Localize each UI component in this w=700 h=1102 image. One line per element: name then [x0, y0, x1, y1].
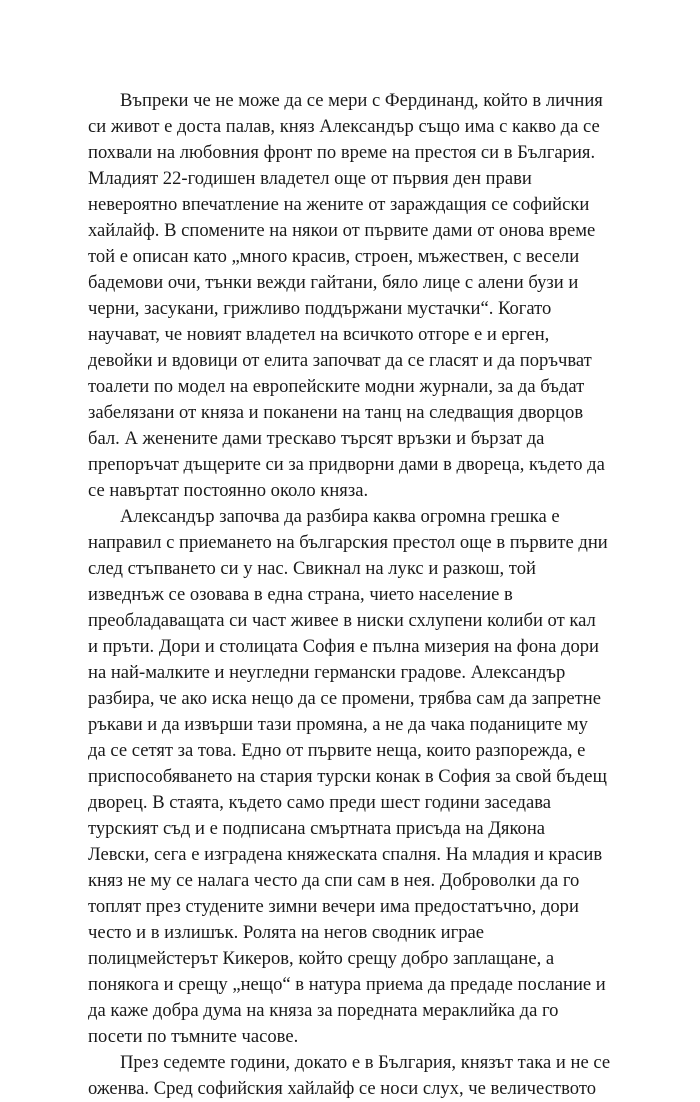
text-line: дворец. В стаята, където само преди шест години заседава: [88, 792, 552, 813]
text-line: понякога и срещу „нещо“ в натура приема да предаде послание и: [88, 974, 606, 995]
text-line: черни, засукани, грижливо поддържани мустачки“. Когато: [88, 298, 552, 319]
text-line: направил с приемането на българския престол още в първите дни: [88, 532, 608, 553]
text-line: посети по тъмните часове.: [88, 1026, 299, 1047]
text-line: оженва. Сред софийския хайлайф се носи слух, че величеството: [88, 1078, 597, 1099]
text-line: често и в излишък. Ролята на негов сводник играе: [88, 922, 485, 943]
text-line: Левски, сега е изградена княжеската спалня. На младия и красив: [88, 844, 603, 865]
text-line: да каже добра дума на княза за поредната мераклийка да го: [88, 1000, 559, 1021]
text-line: топлят през студените зимни вечери има предостатъчно, дори: [88, 896, 579, 917]
text-line: разбира, че ако иска нещо да се промени, трябва сам да запретне: [88, 688, 601, 709]
text-line: Младият 22-годишен владетел още от първия ден прави: [88, 168, 532, 189]
text-line: турският съд и е подписана смъртната присъда на Дякона: [88, 818, 546, 839]
text-line: похвали на любовния фронт по време на престоя си в България.: [88, 142, 596, 163]
text-line: и пръти. Дори и столицата София е пълна мизерия на фона дори: [88, 636, 600, 657]
text-line: си живот е доста палав, княз Александър също има с какво да се: [88, 116, 600, 137]
text-line: на най-малките и неугледни германски градове. Александър: [88, 662, 566, 683]
text-line: бадемови очи, тънки вежди гайтани, бяло лице с алени бузи и: [88, 272, 579, 293]
text-line: се навъртат постоянно около княза.: [88, 480, 369, 501]
paragraph: [88, 1050, 623, 1102]
paragraph: [88, 504, 623, 1050]
text-line: приспособяването на стария турски конак в София за свой бъдещ: [88, 766, 607, 787]
text-line: той е описан като „много красив, строен, мъжествен, с весели: [88, 246, 580, 267]
text-line: Александър започва да разбира каква огромна грешка е: [120, 506, 560, 527]
text-line: През седемте години, докато е в България, князът така и не се: [120, 1052, 611, 1073]
text-line: бал. А женените дами трескаво търсят връзки и бързат да: [88, 428, 545, 449]
text-line: хайлайф. В спомените на някои от първите дами от онова време: [88, 220, 596, 241]
text-line: невероятно впечатление на жените от зараждащия се софийски: [88, 194, 590, 215]
text-line: девойки и вдовици от елита започват да се гласят и да поръчват: [88, 350, 592, 371]
text-line: препоръчат дъщерите си за придворни дами в двореца, където да: [88, 454, 605, 475]
text-line: след стъпването си у нас. Свикнал на лукс и разкош, той: [88, 558, 536, 579]
text-line: преобладаващата си част живее в ниски схлупени колиби от кал: [88, 610, 596, 631]
text-line: ръкави и да извърши тази промяна, а не да чака поданиците му: [88, 714, 588, 735]
text-line: забелязани от княза и поканени на танц на следващия дворцов: [88, 402, 584, 423]
text-line: научават, че новият владетел на всичкото отгоре е и ерген,: [88, 324, 550, 345]
body-text: [88, 88, 623, 1102]
paragraph: [88, 88, 623, 504]
text-line: полицмейстерът Кикеров, който срещу добро заплащане, а: [88, 948, 555, 969]
text-line: изведнъж се озовава в една страна, чието население в: [88, 584, 513, 605]
text-line: тоалети по модел на европейските модни журнали, за да бъдат: [88, 376, 585, 397]
text-line: да се сетят за това. Едно от първите неща, които разпорежда, е: [88, 740, 586, 761]
text-line: княз не му се налага често да спи сам в нея. Доброволки да го: [88, 870, 580, 891]
text-line: Въпреки че не може да се мери с Фердинанд, който в личния: [120, 90, 603, 111]
